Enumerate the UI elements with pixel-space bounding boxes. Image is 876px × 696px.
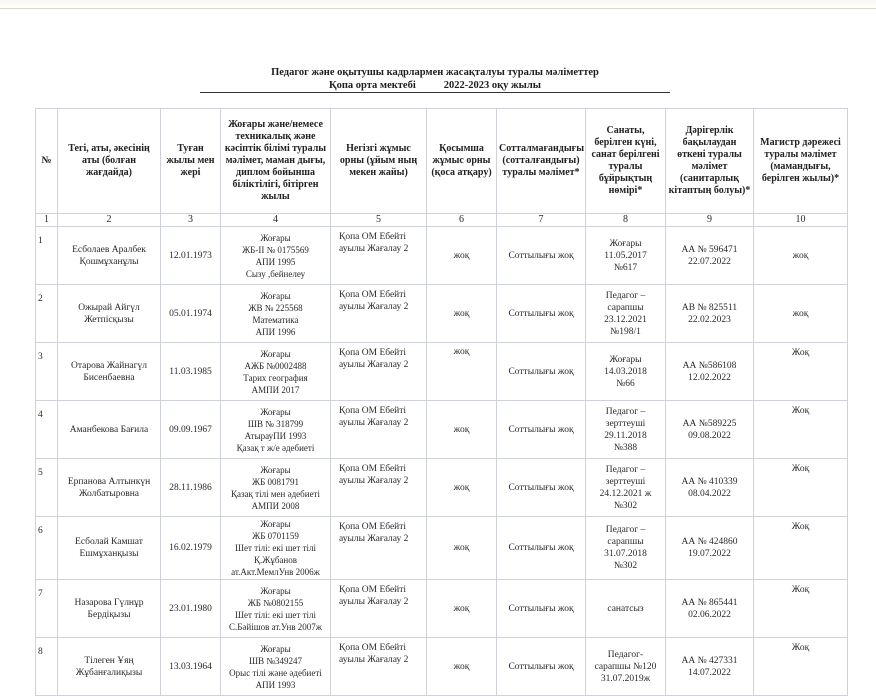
category-line: Жоғары	[609, 238, 642, 249]
medical-record-line: 22.07.2022	[688, 256, 731, 267]
category-line: сарапшы	[607, 537, 644, 547]
category-line: Педагог –	[605, 464, 646, 475]
category-line: 31.07.2018	[604, 549, 647, 559]
category-line: зерттеуші	[605, 418, 646, 429]
conviction-status: Соттылығы жоқ	[497, 343, 586, 401]
column-number: 8	[586, 214, 666, 227]
extra-work: жоқ	[427, 401, 497, 459]
education-line: Жоғары	[260, 643, 291, 654]
education-line: АтырауПИ 1993	[244, 430, 307, 441]
medical-record	[666, 227, 754, 285]
main-work-line: ауылы Жағалау 2	[339, 597, 409, 607]
staff-table	[35, 108, 848, 696]
document-subtitle	[200, 79, 670, 93]
birth-date: 12.01.1973	[161, 227, 221, 285]
education-line: Жоғары	[260, 232, 291, 243]
education-line: АПИ 1996	[255, 326, 296, 337]
full-name-line: Ожырай Айгүл	[78, 302, 140, 313]
row-number: 2	[36, 285, 58, 343]
education	[221, 638, 331, 696]
category-line: 31.07.2019ж	[600, 673, 651, 684]
medical-record-line: АА № 865441	[681, 597, 738, 608]
column-number: 2	[58, 214, 161, 227]
table-row	[36, 517, 848, 580]
education-line: ЖБ-ІІ № 0175569	[242, 244, 309, 255]
medical-record-line: АА № 596471	[681, 244, 738, 255]
full-name	[58, 580, 161, 638]
document-header	[200, 66, 670, 93]
education-line: Жоғары	[260, 348, 291, 359]
education-line: ЖБ 0081791	[252, 476, 299, 487]
education-line: Тарих география	[243, 372, 308, 383]
birth-date: 16.02.1979	[161, 517, 221, 580]
education-line: С.Бәйішов ат.Унв 2007ж	[228, 621, 323, 632]
column-number: 5	[331, 214, 427, 227]
full-name-line: Жұбанғалиқызы	[75, 667, 143, 678]
column-number: 3	[161, 214, 221, 227]
full-name-line: Есболаев Аралбек	[72, 244, 146, 255]
extra-work: жоқ	[427, 285, 497, 343]
education	[221, 285, 331, 343]
main-work	[331, 459, 427, 517]
full-name-line: Жолбатыровна	[78, 488, 140, 499]
school-name: Қопа орта мектебі	[329, 80, 416, 91]
education-line: АПИ 1995	[255, 256, 296, 267]
category-line: 29.11.2018	[604, 430, 647, 441]
category-line: сарапшы	[607, 302, 644, 313]
category-line: №302	[613, 561, 638, 571]
extra-work: жоқ	[427, 638, 497, 696]
row-number: 8	[36, 638, 58, 696]
main-work	[331, 343, 427, 401]
education-line: Жоғары	[260, 585, 291, 596]
medical-record-line: АА №589225	[682, 418, 737, 429]
education-line: АПИ 1993	[255, 679, 296, 690]
category-line: санатсыз	[607, 603, 644, 614]
education-line: Сызу ,бейнелеу	[245, 268, 306, 279]
full-name	[58, 401, 161, 459]
full-name	[58, 517, 161, 580]
main-work-line: ауылы Жағалау 2	[339, 534, 409, 544]
category	[586, 343, 666, 401]
medical-record	[666, 517, 754, 580]
education-line: Жоғары	[260, 464, 291, 475]
main-work-line: Қопа ОМ Ебейті	[339, 290, 407, 300]
education	[221, 517, 331, 580]
main-work	[331, 580, 427, 638]
table-row	[36, 343, 848, 401]
education-line: Қазақ т ж/е әдебиеті	[236, 442, 315, 453]
main-work-line: Қопа ОМ Ебейті	[339, 464, 407, 474]
row-number: 7	[36, 580, 58, 638]
medical-record-line: 22.02.2023	[688, 314, 731, 325]
conviction-status: Соттылығы жоқ	[497, 285, 586, 343]
category	[586, 285, 666, 343]
conviction-status: Соттылығы жоқ	[497, 459, 586, 517]
header-birth: Туған жылы мен жері	[161, 109, 221, 214]
category	[586, 580, 666, 638]
full-name-line: Назарова Гүлнұр	[74, 597, 144, 608]
header-full-name: Тегі, аты, әкесінің аты (болған жағдайда)	[58, 109, 161, 214]
education-line: ШВ №349247	[249, 655, 302, 666]
conviction-status: Соттылығы жоқ	[497, 401, 586, 459]
header-master: Магистр дәрежесі туралы мәлімет (мамандығы, берілген жылы)*	[754, 109, 848, 214]
category-line: №388	[613, 442, 638, 453]
birth-date: 09.09.1967	[161, 401, 221, 459]
master-degree: Жоқ	[754, 343, 848, 401]
main-work-line: ауылы Жағалау 2	[339, 244, 409, 254]
education-line: ЖВ № 225568	[248, 302, 303, 313]
conviction-status: Соттылығы жоқ	[497, 638, 586, 696]
header-main-work: Негізгі жұмыс орны (ұйым ның мекен жайы)	[331, 109, 427, 214]
full-name	[58, 227, 161, 285]
conviction-status: Соттылығы жоқ	[497, 227, 586, 285]
medical-record-line: 19.07.2022	[688, 549, 731, 559]
column-number-row	[36, 214, 848, 227]
row-number: 5	[36, 459, 58, 517]
category-line: 24.12.2021 ж	[599, 488, 652, 499]
main-work-line: ауылы Жағалау 2	[339, 360, 409, 370]
header-medical: Дәрігерлік бақылаудан өткені туралы мәлімет (санитарлық кітаптың болуы)*	[666, 109, 754, 214]
master-degree: Жоқ	[754, 459, 848, 517]
header-conviction: Сотталмағандығы (сотталғандығы) туралы мәлімет*	[497, 109, 586, 214]
full-name	[58, 343, 161, 401]
medical-record-line: 08.04.2022	[688, 488, 731, 499]
category-line: №66	[616, 378, 635, 389]
main-work	[331, 285, 427, 343]
master-degree: Жоқ	[754, 517, 848, 580]
education-line: АМПИ 2008	[251, 500, 300, 511]
birth-date: 23.01.1980	[161, 580, 221, 638]
header-extra-work: Қосымша жұмыс орны (қоса атқару)	[427, 109, 497, 214]
education-line: ЖБ 0701159	[252, 531, 299, 541]
birth-date: 11.03.1985	[161, 343, 221, 401]
category	[586, 401, 666, 459]
education-line: Жоғары	[260, 406, 291, 417]
birth-date: 13.03.1964	[161, 638, 221, 696]
category-line: №302	[613, 500, 638, 511]
row-number: 3	[36, 343, 58, 401]
full-name	[58, 638, 161, 696]
education-line: АМПИ 2017	[251, 384, 300, 395]
category-line: 14.03.2018	[604, 366, 647, 377]
category-line: Педагог –	[605, 290, 646, 301]
table-row	[36, 638, 848, 696]
header-row	[36, 109, 848, 214]
education	[221, 343, 331, 401]
header-category: Санаты, берілген күні, санат берілгені туралы бұйрықтың нөмірі*	[586, 109, 666, 214]
category-line: сарапшы №120	[594, 661, 657, 672]
row-number: 6	[36, 517, 58, 580]
table-row	[36, 401, 848, 459]
medical-record-line: 02.06.2022	[688, 609, 731, 620]
main-work-line: Қопа ОМ Ебейті	[339, 643, 407, 653]
extra-work: жоқ	[427, 227, 497, 285]
master-degree: жоқ	[754, 227, 848, 285]
main-work-line: Қопа ОМ Ебейті	[339, 406, 407, 416]
academic-year: 2022-2023 оқу жылы	[443, 80, 541, 91]
medical-record	[666, 638, 754, 696]
full-name-line: Бердіқызы	[87, 609, 131, 620]
row-number: 1	[36, 227, 58, 285]
table-row	[36, 227, 848, 285]
main-work	[331, 401, 427, 459]
category	[586, 517, 666, 580]
main-work-line: ауылы Жағалау 2	[339, 655, 409, 665]
category-line: №617	[613, 262, 638, 273]
full-name-line: Жетпісқызы	[84, 314, 134, 325]
full-name	[58, 459, 161, 517]
full-name-line: Ешмұханқызы	[79, 549, 139, 559]
main-work-line: Қопа ОМ Ебейті	[339, 522, 407, 532]
full-name-line: Тілеген Ұяң	[84, 655, 134, 666]
education	[221, 580, 331, 638]
column-number: 10	[754, 214, 848, 227]
education-line: Жоғары	[260, 519, 291, 529]
category-line: №198/1	[610, 326, 641, 337]
medical-record-line: 09.08.2022	[688, 430, 731, 441]
full-name-line: Есболай Камшат	[75, 537, 143, 547]
column-number: 9	[666, 214, 754, 227]
conviction-status: Соттылығы жоқ	[497, 517, 586, 580]
education-line: Шет тілі: екі шет тілі	[234, 609, 317, 620]
birth-date: 05.01.1974	[161, 285, 221, 343]
medical-record-line: АА №586108	[682, 360, 737, 371]
main-work-line: ауылы Жағалау 2	[339, 302, 409, 312]
birth-date: 28.11.1986	[161, 459, 221, 517]
document-title: Педагог және оқытушы кадрлармен жасақталуы туралы мәліметтер	[271, 67, 599, 78]
medical-record-line: АА № 427331	[681, 655, 738, 666]
table-row	[36, 459, 848, 517]
full-name-line: Отарова Жайнагүл	[70, 360, 148, 371]
full-name-line: Бисенбаевна	[83, 372, 135, 383]
medical-record-line: АА № 410339	[681, 476, 738, 487]
full-name-line: Аманбекова Бағила	[69, 424, 149, 435]
category	[586, 638, 666, 696]
medical-record-line: 12.02.2022	[688, 372, 731, 383]
main-work-line: ауылы Жағалау 2	[339, 418, 409, 428]
category	[586, 459, 666, 517]
table-row	[36, 580, 848, 638]
category-line: 23.12.2021	[604, 314, 647, 325]
master-degree: Жоқ	[754, 401, 848, 459]
main-work-line: Қопа ОМ Ебейті	[339, 585, 407, 595]
header-no: №	[36, 109, 58, 214]
full-name-line: Қошмұханұлы	[79, 256, 139, 267]
medical-record	[666, 580, 754, 638]
column-number: 6	[427, 214, 497, 227]
category-line: зерттеуші	[605, 476, 646, 487]
category-line: 11.05.2017	[604, 250, 647, 261]
column-number: 4	[221, 214, 331, 227]
education	[221, 227, 331, 285]
column-number: 1	[36, 214, 58, 227]
education-line: АЖБ №0002488	[244, 360, 307, 371]
extra-work: жоқ	[427, 517, 497, 580]
education-line: ЖБ №0802155	[247, 597, 304, 608]
medical-record	[666, 459, 754, 517]
education-line: Жоғары	[260, 290, 291, 301]
conviction-status: Соттылығы жоқ	[497, 580, 586, 638]
main-work	[331, 638, 427, 696]
medical-record-line: 14.07.2022	[688, 667, 731, 678]
column-number: 7	[497, 214, 586, 227]
extra-work: жоқ	[427, 580, 497, 638]
category-line: Педагог-	[607, 649, 644, 660]
main-work-line: ауылы Жағалау 2	[339, 476, 409, 486]
category-line: Педагог –	[605, 406, 646, 417]
education-line: Орыс тілі және әдебиеті	[229, 667, 322, 678]
education-line: Шет тілі: екі шет тілі	[234, 543, 317, 553]
medical-record	[666, 401, 754, 459]
header-education: Жоғары және/немесе техникалық және кәсіптік білімі туралы мәлімет, маман дығы, диплом бойынша біліктілігі, бітірген жылы	[221, 109, 331, 214]
extra-work: жоқ	[427, 343, 497, 401]
master-degree: Жоқ	[754, 580, 848, 638]
category-line: Жоғары	[609, 354, 642, 365]
medical-record	[666, 343, 754, 401]
table-row	[36, 285, 848, 343]
education-line: Қ.Жұбанов	[254, 555, 297, 565]
row-number: 4	[36, 401, 58, 459]
main-work-line: Қопа ОМ Ебейті	[339, 348, 407, 358]
medical-record-line: АВ № 825511	[681, 302, 738, 313]
medical-record	[666, 285, 754, 343]
master-degree: жоқ	[754, 285, 848, 343]
extra-work: жоқ	[427, 459, 497, 517]
main-work-line: Қопа ОМ Ебейті	[339, 232, 407, 242]
education-line: ат.Акт.МемлУнв 2006ж	[231, 567, 320, 577]
education-line: Математика	[252, 314, 299, 325]
category	[586, 227, 666, 285]
scan-top-edge	[0, 0, 876, 9]
full-name	[58, 285, 161, 343]
main-work	[331, 517, 427, 580]
education	[221, 401, 331, 459]
education	[221, 459, 331, 517]
education-line: Қазақ тілі мен әдебиеті	[231, 488, 320, 499]
category-line: Педагог –	[605, 525, 646, 535]
full-name-line: Ерпанова Алтынкүн	[67, 476, 151, 487]
education-line: ШВ № 318799	[247, 418, 304, 429]
main-work	[331, 227, 427, 285]
master-degree: Жоқ	[754, 638, 848, 696]
medical-record-line: АА № 424860	[681, 537, 738, 547]
